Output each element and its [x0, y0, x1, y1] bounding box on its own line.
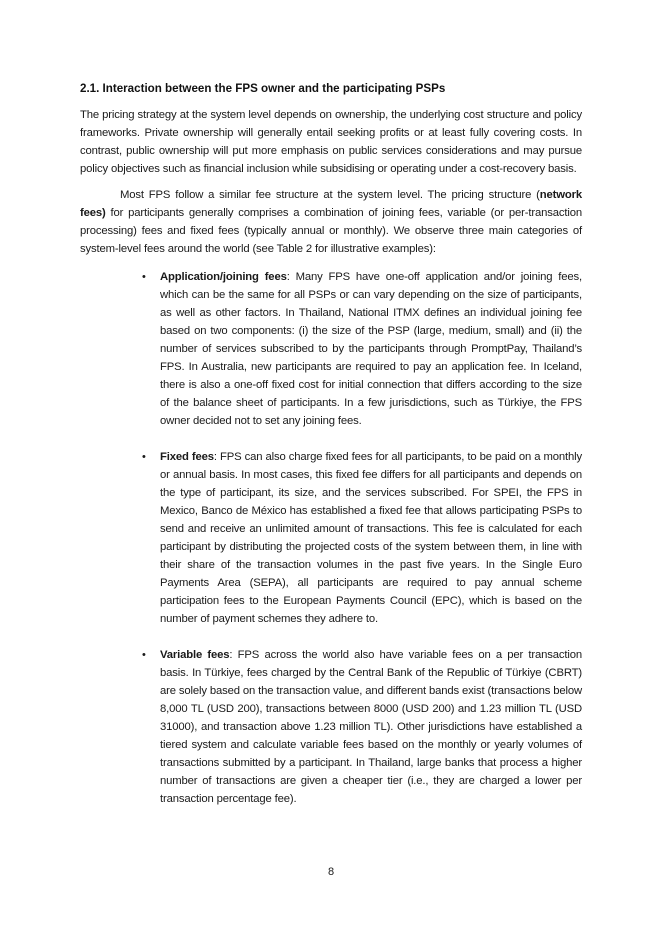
- bullet-icon: •: [142, 649, 146, 661]
- term-joining-fees: Application/joining fees: [160, 271, 287, 283]
- bullet-icon: •: [142, 271, 146, 283]
- text-joining-fees: : Many FPS have one-off application and/or joining fees, which can be the same for all PSPs or can vary depending on the size of participants, as well as other factors. In Thailand, National ITMX defines an individual joining fee based on two components: (i) the size of the PSP (large, medium, small) and (ii) the number of services subscribed to by the participants through PromptPay, Thailand’s FPS. In Australia, new participants are required to pay an application fee. In Iceland, there is also a one-off fixed cost for initial connection that differs according to the size of the balance sheet of participants. In a few jurisdictions, such as Türkiye, the FPS owner decided not to set any joining fees.: [160, 271, 583, 427]
- term-fixed-fees: Fixed fees: [160, 451, 214, 463]
- list-item-joining-fees: [80, 268, 582, 430]
- section-heading: 2.1. Interaction between the FPS owner and the participating PSPs: [80, 82, 446, 95]
- paragraph-fee-structure: [80, 186, 582, 258]
- document-page: [80, 80, 582, 826]
- list-item-fixed-fees: [80, 448, 582, 628]
- fee-categories-list: [80, 268, 582, 808]
- list-item-variable-fees: [80, 646, 582, 808]
- paragraph-fee-structure-rest: for participants generally comprises a combination of joining fees, variable (or per-transaction processing) fees and fixed fees (typically annual or monthly). We observe three main categories of system-level fees around the world (see Table 2 for illustrative examples):: [80, 207, 582, 255]
- text-fixed-fees: : FPS can also charge fixed fees for all participants, to be paid on a monthly or annual basis. In most cases, this fixed fee differs for all participants and depends on the type of participant, its size, and the services subscribed. For SPEI, the FPS in Mexico, Banco de México has established a fixed fee that allows participating PSPs to send and receive an unlimited amount of transactions. This fee is calculated for each participant by distributing the projected costs of the system between them, in line with their share of the transaction volumes in the past five years. In the Single Euro Payments Area (SEPA), all participants are required to pay annual scheme participation fees to the European Payments Council (EPC), which is based on the number of payment schemes they adhere to.: [160, 451, 582, 625]
- paragraph-fee-structure-start: Most FPS follow a similar fee structure at the system level. The pricing structure (: [120, 189, 540, 201]
- paragraph-pricing-strategy: The pricing strategy at the system level depends on ownership, the underlying cost structure and policy frameworks. Private ownership will generally entail seeking profits or at least fully covering costs. In contrast, public ownership will put more emphasis on public services considerations and may pursue policy objectives such as financial inclusion while subsidising or operating under a cost-recovery basis.: [80, 109, 582, 175]
- page-number: 8: [327, 866, 335, 878]
- term-variable-fees: Variable fees: [160, 649, 230, 661]
- text-variable-fees: : FPS across the world also have variable fees on a per transaction basis. In Türkiye, fees charged by the Central Bank of the Republic of Türkiye (CBRT) are solely based on the transaction value, and different bands exist (transactions below 8,000 TL (USD 200), transactions between 8000 (USD 200) and 1.23 million TL (USD 31000), and transaction above 1.23 million TL). Other jurisdictions have established a tiered system and calculate variable fees based on the monthly or yearly volumes of transactions submitted by a participant. In Thailand, large banks that process a higher number of transactions are given a cheaper tier (i.e., they are charged a lower per transaction percentage fee).: [160, 649, 582, 805]
- bullet-icon: •: [142, 451, 146, 463]
- network-fees-term: network fees): [80, 189, 582, 219]
